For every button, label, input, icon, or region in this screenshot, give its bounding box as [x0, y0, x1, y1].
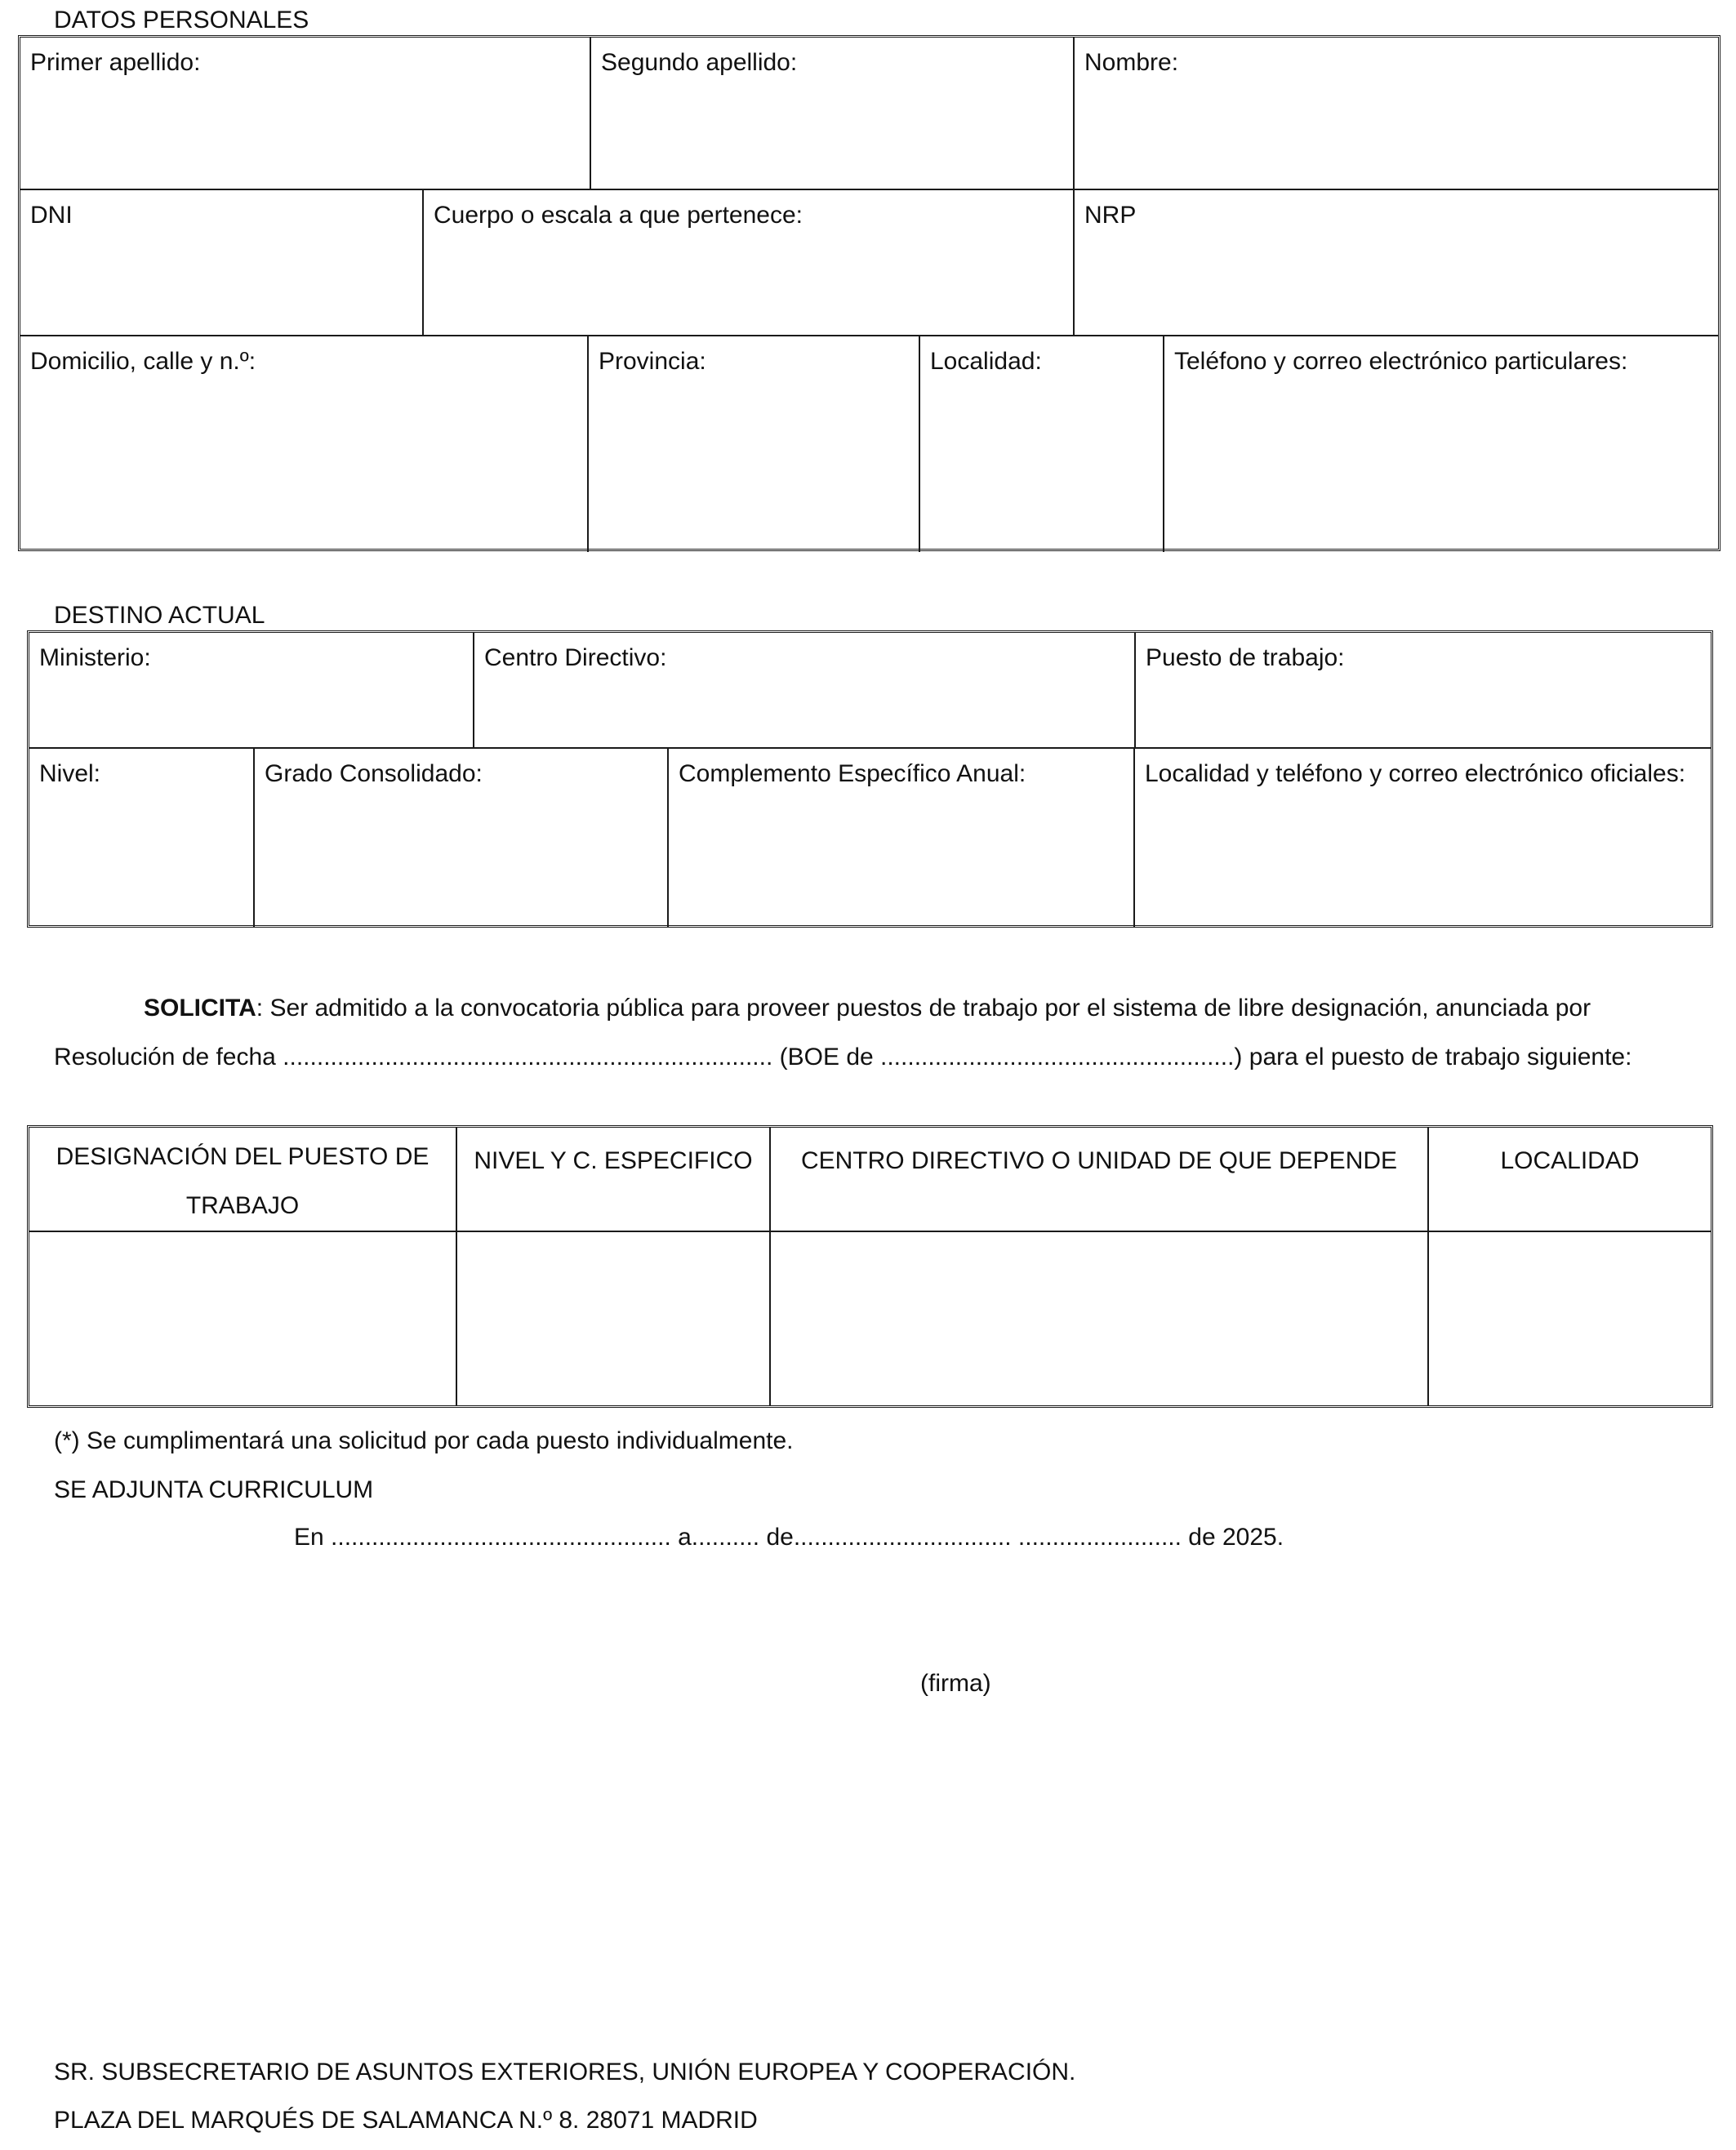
destinatario-text: SR. SUBSECRETARIO DE ASUNTOS EXTERIORES, UNIÓN EUROPEA Y COOPERACIÓN.: [54, 2059, 1076, 2085]
section-title-datos-personales: DATOS PERSONALES: [54, 7, 309, 33]
complemento-field[interactable]: [668, 749, 1134, 927]
ministerio-label: Ministerio:: [39, 644, 151, 671]
nrp-label: NRP: [1084, 202, 1137, 229]
dni-field[interactable]: [20, 190, 423, 335]
puesto-table: [27, 1125, 1713, 1408]
puesto-field[interactable]: [1135, 633, 1711, 747]
solicita-line-2: Resolución de fecha ........................................................................ (BOE de ....................................................) para el puesto de trabajo siguiente:: [54, 1044, 1632, 1071]
cuerpo-field[interactable]: [423, 190, 1074, 335]
centro-directivo-label: Centro Directivo:: [484, 644, 667, 671]
localidad-field[interactable]: [919, 336, 1164, 552]
localidad-label: Localidad:: [930, 348, 1042, 375]
cell-localidad[interactable]: [1428, 1231, 1711, 1405]
provincia-label: Provincia:: [599, 348, 706, 375]
datos-personales-box: [18, 35, 1720, 551]
solicita-text-1: : Ser admitido a la convocatoria pública para proveer puestos de trabajo por el sistema de libre designación, anunciada por: [256, 995, 1591, 1022]
solicita-line-1: [144, 995, 1591, 1022]
header-localidad: LOCALIDAD: [1428, 1128, 1711, 1231]
adjunta-text: SE ADJUNTA CURRICULUM: [54, 1476, 374, 1503]
nivel-field[interactable]: [29, 749, 254, 927]
cell-nivel[interactable]: [456, 1231, 770, 1405]
complemento-label: Complemento Específico Anual:: [679, 760, 1026, 787]
puesto-label: Puesto de trabajo:: [1146, 644, 1345, 671]
localidad-oficial-label: Localidad y teléfono y correo electrónico oficiales:: [1145, 760, 1686, 787]
domicilio-field[interactable]: [20, 336, 588, 552]
destino-actual-box: [27, 630, 1713, 928]
nombre-label: Nombre:: [1084, 49, 1179, 76]
section-title-destino-actual: DESTINO ACTUAL: [54, 602, 265, 629]
cuerpo-label: Cuerpo o escala a que pertenece:: [434, 202, 803, 229]
localidad-oficial-field[interactable]: [1134, 749, 1711, 927]
telefono-field[interactable]: [1164, 336, 1718, 552]
solicita-label: SOLICITA: [144, 995, 256, 1022]
telefono-label: Teléfono y correo electrónico particulares:: [1174, 348, 1628, 375]
header-nivel: NIVEL Y C. ESPECIFICO: [456, 1128, 770, 1231]
header-centro: CENTRO DIRECTIVO O UNIDAD DE QUE DEPENDE: [770, 1128, 1428, 1231]
direccion-text: PLAZA DEL MARQUÉS DE SALAMANCA N.º 8. 28071 MADRID: [54, 2107, 758, 2134]
dni-label: DNI: [30, 202, 73, 229]
ministerio-field[interactable]: [29, 633, 474, 747]
nombre-field[interactable]: [1074, 38, 1718, 189]
grado-field[interactable]: [254, 749, 668, 927]
centro-directivo-field[interactable]: [474, 633, 1135, 747]
grado-label: Grado Consolidado:: [265, 760, 483, 787]
nivel-label: Nivel:: [39, 760, 101, 787]
primer-apellido-label: Primer apellido:: [30, 49, 201, 76]
segundo-apellido-field[interactable]: [590, 38, 1074, 189]
header-designacion: DESIGNACIÓN DEL PUESTO DE TRABAJO: [29, 1128, 456, 1231]
segundo-apellido-label: Segundo apellido:: [601, 49, 798, 76]
firma-label: (firma): [920, 1670, 991, 1697]
cell-designacion[interactable]: [29, 1231, 456, 1405]
nrp-field[interactable]: [1074, 190, 1718, 335]
fecha-line: En .................................................. a.......... de................................ ........................ de 2025.: [294, 1524, 1284, 1551]
provincia-field[interactable]: [588, 336, 919, 552]
domicilio-label: Domicilio, calle y n.º:: [30, 348, 256, 375]
cell-centro[interactable]: [770, 1231, 1428, 1405]
primer-apellido-field[interactable]: [20, 38, 590, 189]
note-text: (*) Se cumplimentará una solicitud por cada puesto individualmente.: [54, 1427, 794, 1454]
